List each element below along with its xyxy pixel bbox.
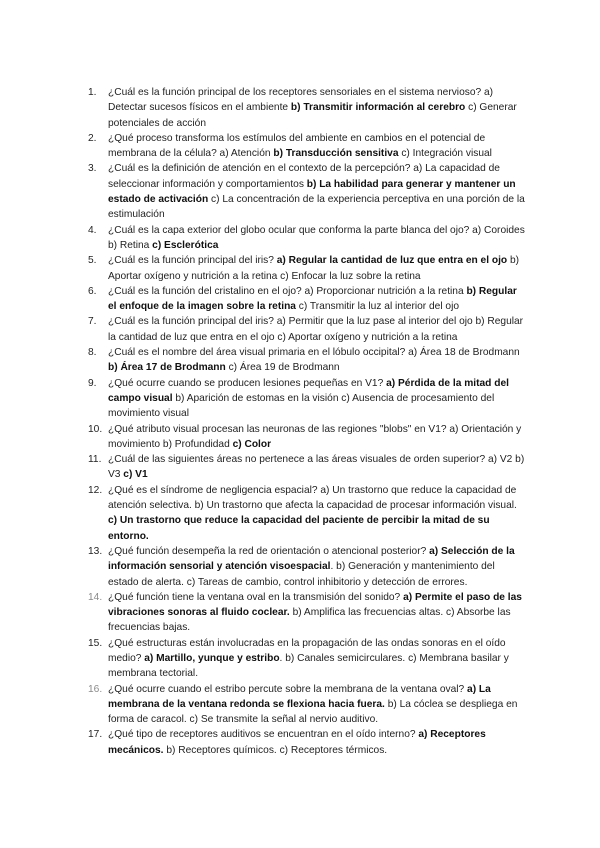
correct-answer: c) Esclerótica — [152, 239, 219, 251]
question-item — [88, 284, 528, 315]
question-text: ¿Qué ocurre cuando el estribo percute sobre la membrana de la ventana oval? — [108, 683, 468, 695]
question-item — [88, 376, 528, 422]
question-text: ¿Cuál es la función principal del iris? a) Permitir que la luz pase al interior del ojo b) Regular la cantidad de luz que entra en el ojo c) Aportar oxígeno y nutrición a la retina — [108, 316, 524, 343]
question-item — [88, 727, 528, 758]
correct-answer: a) Permite el paso de las vibraciones sonoras al fluido coclear. — [108, 591, 522, 619]
question-number: 16. — [88, 683, 103, 695]
correct-answer: b) Transducción sensitiva — [273, 148, 399, 160]
question-number: 12. — [88, 484, 103, 496]
question-number: 5. — [88, 255, 97, 267]
question-number: 3. — [88, 163, 97, 175]
question-text: ¿Qué es el síndrome de negligencia espacial? a) Un trastorno que reduce la capacidad de atención selectiva. b) Un trastorno que afecta la capacidad de procesar información visual. — [108, 484, 517, 512]
correct-answer: b) Regular el enfoque de la imagen sobre la retina — [108, 285, 517, 313]
correct-answer: a) La membrana de la ventana redonda se flexiona hacia fuera. — [108, 683, 491, 710]
question-text: b) Aparición de estomas en la visión c) Ausencia de procesamiento del movimiento visual — [108, 392, 495, 420]
correct-answer: c) Un trastorno que reduce la capacidad del paciente de percibir la mitad de su entorno. — [108, 515, 490, 542]
question-text: ¿Cuál de las siguientes áreas no pertenece a las áreas visuales de orden superior? a) V2 b) V3 — [108, 454, 525, 481]
question-number: 9. — [88, 377, 97, 389]
question-text: ¿Cuál es la definición de atención en el contexto de la percepción? a) La capacidad de seleccionar información y comportamientos — [108, 163, 500, 190]
question-item — [88, 161, 528, 222]
question-item — [88, 131, 528, 162]
question-text: ¿Qué atributo visual procesan las neuronas de las regiones "blobs" en V1? a) Orientación y movimiento b) Profundidad — [108, 423, 522, 450]
question-text: b) La cóclea se despliega en forma de caracol. c) Se transmite la señal al nervio auditivo. — [108, 698, 518, 726]
correct-answer: a) Selección de la información sensorial y atención visoespacial — [108, 545, 515, 573]
correct-answer: c) V1 — [123, 469, 148, 481]
question-number: 17. — [88, 729, 103, 741]
question-text: ¿Qué estructuras están involucradas en la propagación de las ondas sonoras en el oído medio? — [108, 637, 506, 664]
correct-answer: a) Regular la cantidad de luz que entra en el ojo — [276, 255, 508, 267]
question-number: 13. — [88, 545, 103, 557]
question-text: ¿Qué tipo de receptores auditivos se encuentran en el oído interno? — [108, 729, 419, 741]
correct-answer: c) Color — [232, 438, 272, 450]
question-number: 8. — [88, 347, 97, 359]
question-item — [88, 590, 528, 636]
correct-answer: a) Receptores mecánicos. — [108, 729, 486, 756]
question-item — [88, 422, 528, 453]
question-item — [88, 636, 528, 682]
correct-answer: b) Área 17 de Brodmann — [108, 362, 226, 374]
question-item — [88, 345, 528, 376]
question-text: c) La concentración de la experiencia perceptiva en una porción de la estimulación — [108, 194, 525, 221]
question-number: 2. — [88, 132, 97, 144]
question-text: b) Receptores químicos. c) Receptores térmicos. — [163, 744, 388, 756]
question-number: 14. — [88, 591, 103, 603]
question-text: ¿Cuál es la capa exterior del globo ocular que conforma la parte blanca del ojo? a) Coroides b) Retina — [108, 224, 525, 251]
question-item — [88, 314, 528, 345]
question-list — [88, 85, 528, 758]
question-text: ¿Qué proceso transforma los estímulos del ambiente en cambios en el potencial de membrana de la célula? a) Atención — [108, 132, 486, 160]
question-number: 11. — [88, 454, 102, 466]
correct-answer: b) La habilidad para generar y mantener un estado de activación — [108, 178, 516, 206]
question-text: ¿Cuál es la función del cristalino en el ojo? a) Proporcionar nutrición a la retina — [108, 285, 467, 297]
question-text: ¿Cuál es el nombre del área visual primaria en el lóbulo occipital? a) Área 18 de Brodmann — [108, 347, 520, 359]
question-number: 1. — [88, 87, 97, 98]
question-text: ¿Cuál es la función principal de los receptores sensoriales en el sistema nervioso? a) Detectar sucesos físicos en el ambiente — [108, 87, 494, 114]
question-number: 6. — [88, 285, 97, 297]
correct-answer: b) Transmitir información al cerebro — [290, 102, 466, 114]
question-item — [88, 682, 528, 728]
question-text: c) Área 19 de Brodmann — [225, 362, 340, 374]
question-item — [88, 223, 528, 254]
question-item — [88, 452, 528, 483]
question-number: 15. — [88, 637, 103, 649]
question-text: b) Amplifica las frecuencias altas. c) Absorbe las frecuencias bajas. — [108, 607, 511, 634]
question-number: 10. — [88, 423, 103, 435]
question-text: ¿Cuál es la función principal del iris? — [108, 255, 277, 267]
question-item — [88, 544, 528, 590]
correct-answer: a) Martillo, yunque y estribo — [144, 652, 280, 664]
question-text: c) Generar potenciales de acción — [108, 102, 517, 129]
question-text: . b) Canales semicirculares. c) Membrana basilar y membrana tectorial. — [108, 652, 509, 680]
question-number: 7. — [88, 316, 97, 328]
correct-answer: a) Pérdida de la mitad del campo visual — [108, 377, 509, 404]
question-text: b) Aportar oxígeno y nutrición a la retina c) Enfocar la luz sobre la retina — [108, 255, 520, 282]
question-text: ¿Qué ocurre cuando se producen lesiones pequeñas en V1? — [108, 377, 387, 389]
question-text: . b) Generación y mantenimiento del estado de alerta. c) Tareas de cambio, control inhibitorio y detección de errores. — [108, 561, 495, 588]
question-item — [88, 253, 528, 284]
question-item — [88, 85, 528, 131]
question-text: ¿Qué función tiene la ventana oval en la transmisión del sonido? — [108, 591, 404, 603]
question-text: c) Transmitir la luz al interior del ojo — [295, 301, 460, 313]
question-text: ¿Qué función desempeña la red de orientación o atencional posterior? — [108, 545, 430, 557]
question-text: c) Integración visual — [398, 148, 492, 160]
question-number: 4. — [88, 224, 97, 236]
question-item — [88, 483, 528, 544]
